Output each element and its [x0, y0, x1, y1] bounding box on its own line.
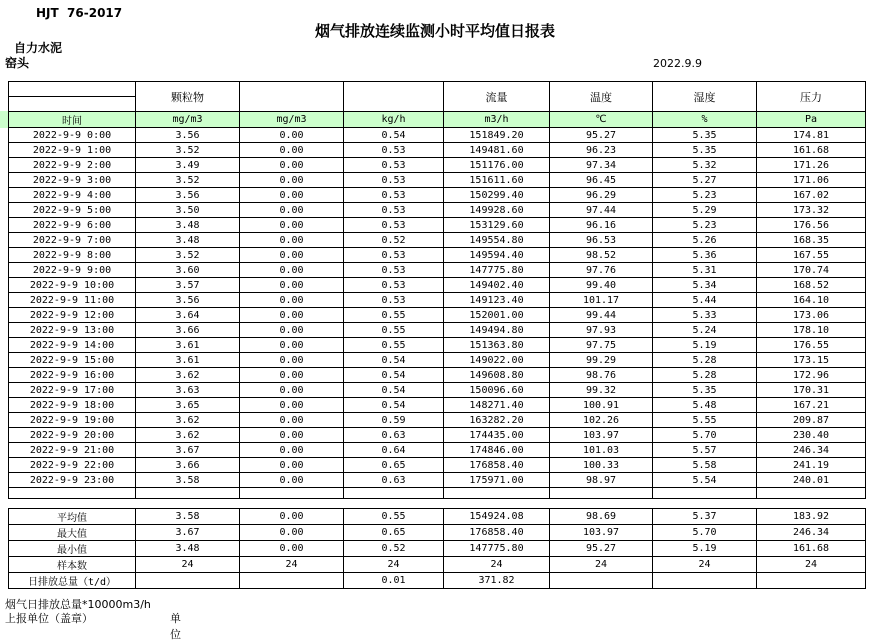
- cell-time: 2022-9-9 10:00: [9, 278, 136, 293]
- unit-label: 单位: [170, 612, 181, 641]
- cell-value: 3.67: [136, 443, 240, 458]
- cell-value: 0.54: [344, 368, 444, 383]
- table-row: [9, 128, 866, 143]
- cell-value: 0.00: [240, 443, 344, 458]
- cell-value: 148271.40: [444, 398, 550, 413]
- cell-value: 151363.80: [444, 338, 550, 353]
- cell-value: 176858.40: [444, 458, 550, 473]
- cell-value: 5.35: [653, 383, 757, 398]
- cell-value: 97.76: [550, 263, 653, 278]
- summary-cell: 24: [757, 557, 866, 573]
- summary-cell: 24: [136, 557, 240, 573]
- cell-value: 5.31: [653, 263, 757, 278]
- cell-value: 5.54: [653, 473, 757, 488]
- cell-value: 5.58: [653, 458, 757, 473]
- cell-value: 3.61: [136, 338, 240, 353]
- summary-cell: [757, 573, 866, 589]
- group-header-pressure: 压力: [757, 82, 866, 112]
- cell-value: 153129.60: [444, 218, 550, 233]
- cell-value: 161.68: [757, 143, 866, 158]
- summary-row: [9, 573, 866, 589]
- cell-time: 2022-9-9 11:00: [9, 293, 136, 308]
- summary-cell: 0.01: [344, 573, 444, 589]
- summary-cell: 24: [653, 557, 757, 573]
- cell-value: 151176.00: [444, 158, 550, 173]
- cell-value: 5.57: [653, 443, 757, 458]
- cell-value: 98.97: [550, 473, 653, 488]
- summary-cell: 0.65: [344, 525, 444, 541]
- cell-value: 5.44: [653, 293, 757, 308]
- cell-value: 151611.60: [444, 173, 550, 188]
- cell-value: 149123.40: [444, 293, 550, 308]
- cell-value: 0.00: [240, 353, 344, 368]
- cell-value: 3.48: [136, 233, 240, 248]
- cell-value: 149494.80: [444, 323, 550, 338]
- cell-value: 101.03: [550, 443, 653, 458]
- cell-value: 3.52: [136, 248, 240, 263]
- cell-value: 0.00: [240, 293, 344, 308]
- cell-value: 0.54: [344, 128, 444, 143]
- summary-cell: 154924.08: [444, 509, 550, 525]
- summary-cell: 371.82: [444, 573, 550, 589]
- cell-value: 3.52: [136, 173, 240, 188]
- cell-value: 0.53: [344, 173, 444, 188]
- cell-value: 167.55: [757, 248, 866, 263]
- summary-row: [9, 509, 866, 525]
- cell-value: 0.63: [344, 473, 444, 488]
- cell-value: 163282.20: [444, 413, 550, 428]
- cell-value: 97.75: [550, 338, 653, 353]
- summary-cell: 3.48: [136, 541, 240, 557]
- cell-value: 149402.40: [444, 278, 550, 293]
- cell-value: 3.58: [136, 473, 240, 488]
- cell-time: 2022-9-9 0:00: [9, 128, 136, 143]
- summary-cell: 246.34: [757, 525, 866, 541]
- cell-value: 151849.20: [444, 128, 550, 143]
- unit-kg-h: kg/h: [344, 112, 444, 128]
- summary-cell: 176858.40: [444, 525, 550, 541]
- page-title: 烟气排放连续监测小时平均值日报表: [314, 22, 555, 40]
- table-row: [9, 278, 866, 293]
- cell-value: 178.10: [757, 323, 866, 338]
- cell-value: 0.00: [240, 158, 344, 173]
- cell-time: 2022-9-9 4:00: [9, 188, 136, 203]
- table-row: [9, 293, 866, 308]
- cell-value: 3.56: [136, 293, 240, 308]
- cell-value: 5.23: [653, 218, 757, 233]
- cell-time: 2022-9-9 16:00: [9, 368, 136, 383]
- cell-value: 0.53: [344, 293, 444, 308]
- table-row: [9, 263, 866, 278]
- cell-value: 0.63: [344, 428, 444, 443]
- cell-value: 0.00: [240, 188, 344, 203]
- cell-value: 97.34: [550, 158, 653, 173]
- summary-cell: [653, 573, 757, 589]
- cell-value: 5.33: [653, 308, 757, 323]
- summary-cell: 98.69: [550, 509, 653, 525]
- summary-cell: 0.55: [344, 509, 444, 525]
- cell-value: 0.00: [240, 413, 344, 428]
- cell-value: 176.55: [757, 338, 866, 353]
- table-row: [9, 323, 866, 338]
- cell-value: 5.19: [653, 338, 757, 353]
- cell-value: 150299.40: [444, 188, 550, 203]
- cell-value: 5.27: [653, 173, 757, 188]
- cell-value: 0.53: [344, 143, 444, 158]
- cell-value: 3.61: [136, 353, 240, 368]
- cell-value: 246.34: [757, 443, 866, 458]
- cell-value: 0.00: [240, 368, 344, 383]
- summary-cell: 5.37: [653, 509, 757, 525]
- cell-time: 2022-9-9 8:00: [9, 248, 136, 263]
- cell-value: 0.00: [240, 473, 344, 488]
- cell-value: 97.93: [550, 323, 653, 338]
- cell-value: 0.00: [240, 203, 344, 218]
- table-row: [9, 188, 866, 203]
- cell-value: 173.15: [757, 353, 866, 368]
- cell-value: 0.00: [240, 128, 344, 143]
- cell-value: 149481.60: [444, 143, 550, 158]
- cell-time: 2022-9-9 7:00: [9, 233, 136, 248]
- table-row: [9, 398, 866, 413]
- cell-value: 0.00: [240, 233, 344, 248]
- cell-time: 2022-9-9 3:00: [9, 173, 136, 188]
- summary-cell: [550, 573, 653, 589]
- cell-value: 103.97: [550, 428, 653, 443]
- cell-value: 149608.80: [444, 368, 550, 383]
- cell-time: 2022-9-9 17:00: [9, 383, 136, 398]
- summary-cell: 0.00: [240, 541, 344, 557]
- cell-value: 0.55: [344, 308, 444, 323]
- cell-time: 2022-9-9 19:00: [9, 413, 136, 428]
- report-unit-label: 上报单位（盖章）: [5, 612, 93, 625]
- cell-value: 0.55: [344, 323, 444, 338]
- cell-value: 3.62: [136, 428, 240, 443]
- group-header-temperature: 温度: [550, 82, 653, 112]
- cell-value: 5.28: [653, 368, 757, 383]
- table-row: [9, 428, 866, 443]
- cell-value: 174846.00: [444, 443, 550, 458]
- cell-value: 100.91: [550, 398, 653, 413]
- cell-value: 5.36: [653, 248, 757, 263]
- cell-value: 147775.80: [444, 263, 550, 278]
- summary-table: [8, 508, 866, 589]
- cell-value: 149928.60: [444, 203, 550, 218]
- cell-value: 99.29: [550, 353, 653, 368]
- cell-value: 102.26: [550, 413, 653, 428]
- cell-value: 149594.40: [444, 248, 550, 263]
- unit-header-row: [9, 112, 866, 128]
- cell-value: 3.62: [136, 413, 240, 428]
- cell-value: 0.00: [240, 428, 344, 443]
- cell-time: 2022-9-9 20:00: [9, 428, 136, 443]
- table-row: [9, 458, 866, 473]
- group-header-flow: 流量: [444, 82, 550, 112]
- summary-cell: 95.27: [550, 541, 653, 557]
- cell-time: 2022-9-9 9:00: [9, 263, 136, 278]
- cell-value: 0.59: [344, 413, 444, 428]
- cell-value: 96.53: [550, 233, 653, 248]
- cell-empty: [9, 97, 136, 112]
- cell-value: 174.81: [757, 128, 866, 143]
- cell-value: 0.64: [344, 443, 444, 458]
- data-table: [8, 81, 866, 499]
- cell-value: 5.29: [653, 203, 757, 218]
- cell-value: 3.62: [136, 368, 240, 383]
- cell-value: 0.54: [344, 383, 444, 398]
- cell-value: 99.44: [550, 308, 653, 323]
- table-row: [9, 173, 866, 188]
- cell-value: 0.53: [344, 188, 444, 203]
- summary-cell: 3.58: [136, 509, 240, 525]
- cell-value: 100.33: [550, 458, 653, 473]
- cell-empty: [344, 82, 444, 112]
- cell-value: 0.00: [240, 173, 344, 188]
- flow-total-note: 烟气日排放总量*10000m3/h: [5, 598, 151, 611]
- cell-value: 170.31: [757, 383, 866, 398]
- cell-value: 3.56: [136, 188, 240, 203]
- summary-cell: 5.19: [653, 541, 757, 557]
- cell-value: 96.29: [550, 188, 653, 203]
- cell-value: 3.50: [136, 203, 240, 218]
- cell-value: 172.96: [757, 368, 866, 383]
- cell-value: 0.53: [344, 278, 444, 293]
- cell-value: 149554.80: [444, 233, 550, 248]
- cell-value: 3.56: [136, 128, 240, 143]
- cell-value: 0.53: [344, 158, 444, 173]
- summary-cell: 3.67: [136, 525, 240, 541]
- cell-value: 3.63: [136, 383, 240, 398]
- cell-value: 0.00: [240, 398, 344, 413]
- cell-value: 5.35: [653, 128, 757, 143]
- cell-value: 0.00: [240, 308, 344, 323]
- unit-pa: Pa: [757, 112, 866, 128]
- cell-value: 0.00: [240, 383, 344, 398]
- cell-time: 2022-9-9 13:00: [9, 323, 136, 338]
- cell-value: 171.06: [757, 173, 866, 188]
- cell-value: 149022.00: [444, 353, 550, 368]
- table-row: [9, 473, 866, 488]
- summary-cell: [136, 573, 240, 589]
- cell-value: 152001.00: [444, 308, 550, 323]
- cell-value: 0.52: [344, 233, 444, 248]
- cell-value: 98.76: [550, 368, 653, 383]
- summary-cell: 24: [550, 557, 653, 573]
- cell-value: 95.27: [550, 128, 653, 143]
- cell-time: 2022-9-9 5:00: [9, 203, 136, 218]
- summary-cell: 147775.80: [444, 541, 550, 557]
- cell-value: 167.02: [757, 188, 866, 203]
- cell-value: 5.55: [653, 413, 757, 428]
- summary-cell: 24: [344, 557, 444, 573]
- cell-value: 5.23: [653, 188, 757, 203]
- cell-value: 98.52: [550, 248, 653, 263]
- summary-cell: [240, 573, 344, 589]
- summary-label: 样本数: [9, 557, 136, 573]
- cell-time: 2022-9-9 21:00: [9, 443, 136, 458]
- cell-value: 0.00: [240, 218, 344, 233]
- unit-celsius: ℃: [550, 112, 653, 128]
- cell-value: 0.54: [344, 353, 444, 368]
- summary-cell: 103.97: [550, 525, 653, 541]
- cell-value: 3.49: [136, 158, 240, 173]
- summary-row: [9, 541, 866, 557]
- company-name: 自力水泥: [14, 41, 63, 55]
- cell-value: 5.70: [653, 428, 757, 443]
- table-row: [9, 308, 866, 323]
- col-header-time: 时间: [9, 112, 136, 128]
- cell-value: 0.65: [344, 458, 444, 473]
- unit-percent: %: [653, 112, 757, 128]
- unit-mg-m3: mg/m3: [240, 112, 344, 128]
- cell-time: 2022-9-9 23:00: [9, 473, 136, 488]
- cell-value: 176.56: [757, 218, 866, 233]
- table-row: [9, 413, 866, 428]
- table-row: [9, 443, 866, 458]
- summary-cell: 24: [240, 557, 344, 573]
- cell-value: 96.45: [550, 173, 653, 188]
- cell-value: 5.48: [653, 398, 757, 413]
- group-header-humidity: 湿度: [653, 82, 757, 112]
- report-date: 2022.9.9: [653, 57, 702, 70]
- cell-time: 2022-9-9 15:00: [9, 353, 136, 368]
- table-row: [9, 233, 866, 248]
- cell-value: 0.54: [344, 398, 444, 413]
- cell-empty: [240, 82, 344, 112]
- cell-time: 2022-9-9 2:00: [9, 158, 136, 173]
- summary-cell: 0.52: [344, 541, 444, 557]
- cell-value: 0.53: [344, 248, 444, 263]
- table-row: [9, 158, 866, 173]
- cell-value: 175971.00: [444, 473, 550, 488]
- summary-cell: 0.00: [240, 509, 344, 525]
- unit-mg-m3: mg/m3: [136, 112, 240, 128]
- cell-value: 3.60: [136, 263, 240, 278]
- cell-time: 2022-9-9 22:00: [9, 458, 136, 473]
- cell-value: 5.24: [653, 323, 757, 338]
- cell-value: 240.01: [757, 473, 866, 488]
- cell-value: 5.28: [653, 353, 757, 368]
- table-row: [9, 218, 866, 233]
- cell-value: 3.66: [136, 323, 240, 338]
- cell-value: 0.00: [240, 278, 344, 293]
- cell-time: 2022-9-9 1:00: [9, 143, 136, 158]
- cell-value: 3.52: [136, 143, 240, 158]
- summary-cell: 161.68: [757, 541, 866, 557]
- group-header-row: [9, 82, 866, 97]
- summary-label: 最小值: [9, 541, 136, 557]
- summary-label: 日排放总量（t/d）: [9, 573, 136, 589]
- summary-cell: 0.00: [240, 525, 344, 541]
- unit-m3-h: m3/h: [444, 112, 550, 128]
- summary-cell: 183.92: [757, 509, 866, 525]
- table-row: [9, 203, 866, 218]
- cell-value: 168.52: [757, 278, 866, 293]
- cell-time: 2022-9-9 14:00: [9, 338, 136, 353]
- cell-value: 5.34: [653, 278, 757, 293]
- cell-value: 96.16: [550, 218, 653, 233]
- cell-value: 0.00: [240, 458, 344, 473]
- cell-value: 164.10: [757, 293, 866, 308]
- cell-value: 3.64: [136, 308, 240, 323]
- table-row: [9, 353, 866, 368]
- cell-value: 0.55: [344, 338, 444, 353]
- cell-value: 174435.00: [444, 428, 550, 443]
- cell-value: 5.32: [653, 158, 757, 173]
- table-row: [9, 248, 866, 263]
- cell-value: 3.66: [136, 458, 240, 473]
- doc-code: HJT 76-2017: [36, 6, 123, 20]
- cell-value: 0.00: [240, 338, 344, 353]
- cell-value: 5.35: [653, 143, 757, 158]
- cell-value: 230.40: [757, 428, 866, 443]
- cell-value: 150096.60: [444, 383, 550, 398]
- cell-value: 241.19: [757, 458, 866, 473]
- table-row: [9, 338, 866, 353]
- cell-value: 0.53: [344, 263, 444, 278]
- cell-value: 173.06: [757, 308, 866, 323]
- table-row: [9, 143, 866, 158]
- cell-value: 96.23: [550, 143, 653, 158]
- spacer-row: [9, 488, 866, 499]
- summary-row: [9, 557, 866, 573]
- cell-time: 2022-9-9 6:00: [9, 218, 136, 233]
- cell-value: 0.00: [240, 248, 344, 263]
- summary-cell: 24: [444, 557, 550, 573]
- cell-value: 0.53: [344, 218, 444, 233]
- summary-label: 平均值: [9, 509, 136, 525]
- table-row: [9, 383, 866, 398]
- report-unit-line: [5, 610, 181, 641]
- cell-time: 2022-9-9 18:00: [9, 398, 136, 413]
- cell-value: 173.32: [757, 203, 866, 218]
- cell-value: 0.00: [240, 143, 344, 158]
- cell-time: 2022-9-9 12:00: [9, 308, 136, 323]
- cell-value: 0.00: [240, 263, 344, 278]
- group-header-particulate: 颗粒物: [136, 82, 240, 112]
- cell-value: 5.26: [653, 233, 757, 248]
- cell-value: 99.32: [550, 383, 653, 398]
- cell-value: 170.74: [757, 263, 866, 278]
- cell-value: 167.21: [757, 398, 866, 413]
- cell-value: 0.00: [240, 323, 344, 338]
- cell-value: 0.53: [344, 203, 444, 218]
- cell-value: 101.17: [550, 293, 653, 308]
- cell-value: 3.57: [136, 278, 240, 293]
- station-name: 窑头: [5, 56, 30, 70]
- cell-value: 168.35: [757, 233, 866, 248]
- summary-label: 最大值: [9, 525, 136, 541]
- table-row: [9, 368, 866, 383]
- cell-value: 209.87: [757, 413, 866, 428]
- cell-value: 171.26: [757, 158, 866, 173]
- summary-cell: 5.70: [653, 525, 757, 541]
- cell-value: 97.44: [550, 203, 653, 218]
- cell-empty: [9, 82, 136, 97]
- summary-row: [9, 525, 866, 541]
- cell-value: 3.48: [136, 218, 240, 233]
- cell-value: 99.40: [550, 278, 653, 293]
- cell-value: 3.65: [136, 398, 240, 413]
